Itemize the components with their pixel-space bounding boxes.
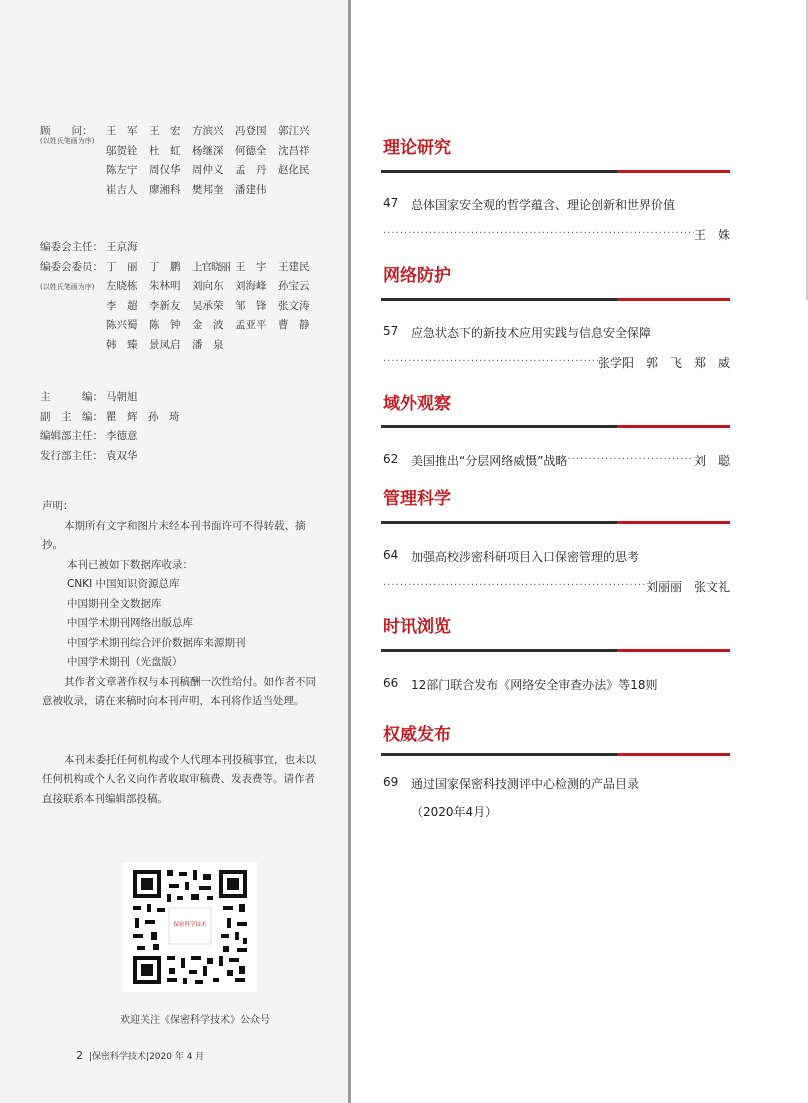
member-name: 王建民 xyxy=(278,260,310,273)
advisor-name: 孟 丹 xyxy=(235,164,267,176)
members-label: 编委会委员： xyxy=(40,260,103,273)
member-name: 景凤启 xyxy=(149,338,181,351)
member-name: 孙宝云 xyxy=(278,280,310,292)
section-rule xyxy=(381,170,730,173)
qr-caption: 欢迎关注《保密科学技术》公众号 xyxy=(120,1015,270,1026)
database-item: 中国学术期刊（光盘版） xyxy=(67,656,183,668)
toc-authors: 王 姝 xyxy=(693,228,730,242)
toc-authors: 张学阳 郭 飞 郑 威 xyxy=(597,356,730,370)
database-item: CNKI 中国知识资源总库 xyxy=(67,578,180,590)
toc-title: 通过国家保密科技测评中心检测的产品目录 xyxy=(411,777,640,791)
section-heading: 权威发布 xyxy=(383,725,451,745)
section-heading: 理论研究 xyxy=(383,138,451,158)
director-label: 编委会主任： xyxy=(40,241,103,253)
member-name: 曹 静 xyxy=(278,319,310,331)
staff-label: 发行部主任： xyxy=(40,449,103,462)
advisor-name: 王 宏 xyxy=(149,125,181,137)
toc-entry[interactable] xyxy=(383,548,730,595)
advisor-name: 周仲义 xyxy=(192,164,224,176)
toc-authors: 刘丽丽 张文礼 xyxy=(645,580,730,594)
staff-names: 袁双华 xyxy=(106,449,138,462)
staff-block xyxy=(40,388,180,466)
toc-entry[interactable] xyxy=(383,676,730,693)
advisor-name: 何德全 xyxy=(235,144,267,157)
staff-label: 副 主 编： xyxy=(40,410,103,423)
member-name: 陈 钟 xyxy=(149,319,181,331)
member-name: 刘向东 xyxy=(192,280,224,292)
advisor-name: 潘建伟 xyxy=(235,183,267,196)
staff-label: 编辑部主任： xyxy=(40,430,103,442)
member-name: 刘海峰 xyxy=(235,280,267,292)
toc-authors: 刘 聪 xyxy=(693,454,730,468)
leader-dots xyxy=(383,354,598,371)
section-heading: 时讯浏览 xyxy=(383,617,451,637)
advisors-sublabel: (以姓氏笔画为序) xyxy=(40,136,95,145)
advisor-name: 方滨兴 xyxy=(192,125,224,137)
section-rule xyxy=(381,521,730,524)
section-rule xyxy=(381,298,730,301)
toc-entry[interactable] xyxy=(383,775,730,820)
member-name: 韩 臻 xyxy=(106,338,138,351)
advisor-name: 杜 虹 xyxy=(149,144,181,157)
advisors-label: 顾 问： xyxy=(40,125,93,137)
advisor-name: 崔吉人 xyxy=(106,183,138,196)
database-item: 中国学术期刊网络出版总库 xyxy=(67,617,193,629)
database-item: 中国期刊全文数据库 xyxy=(67,597,162,610)
declaration xyxy=(42,497,317,809)
section-rule xyxy=(381,425,730,428)
advisor-name: 廖湘科 xyxy=(149,183,181,196)
toc-entry[interactable] xyxy=(383,324,730,371)
member-name: 李 超 xyxy=(106,299,138,312)
section-heading: 域外观察 xyxy=(383,394,451,414)
advisors-block xyxy=(40,122,321,200)
toc-title: 加强高校涉密科研项目入口保密管理的思考 xyxy=(411,550,640,564)
leader-dots xyxy=(383,226,694,243)
members-sublabel: (以姓氏笔画为序) xyxy=(40,283,95,291)
toc-page-number: 64 xyxy=(383,548,399,562)
toc-entry[interactable] xyxy=(383,196,730,243)
member-name: 左晓栋 xyxy=(106,280,138,292)
advisor-name: 樊邦奎 xyxy=(192,183,224,196)
member-name: 朱林明 xyxy=(149,280,181,292)
toc-page-number: 57 xyxy=(383,324,399,338)
advisor-name: 陈左宁 xyxy=(106,164,138,176)
wechat-qr-code xyxy=(123,862,257,992)
leader-dots xyxy=(383,578,646,595)
advisor-name: 沈昌祥 xyxy=(278,144,310,157)
advisor-name: 周仅华 xyxy=(149,164,181,176)
member-name: 邹 锋 xyxy=(235,299,267,312)
advisor-name: 冯登国 xyxy=(235,125,267,137)
staff-names: 马朝旭 xyxy=(106,391,138,403)
declaration-paragraph: 其作者文章著作权与本刊稿酬一次性给付。如作者不同意被收录，请在来稿时向本刊声明，本刊将作适当处理。 xyxy=(42,675,316,707)
section-rule xyxy=(381,753,730,756)
declaration-paragraph: 本刊未委托任何机构或个人代理本刊投稿事宜，也未以任何机构或个人名义向作者收取审稿费、发表费等。请作者直接联系本刊编辑部投稿。 xyxy=(42,753,316,805)
advisor-name: 赵化民 xyxy=(278,164,310,176)
section-heading: 网络防护 xyxy=(383,266,451,286)
toc-page-number: 66 xyxy=(383,676,399,690)
staff-names: 李德意 xyxy=(106,430,138,442)
section-heading: 管理科学 xyxy=(383,489,451,509)
member-name: 上官晓丽 xyxy=(192,260,230,273)
toc-page-number: 47 xyxy=(383,196,399,210)
director-name: 王京海 xyxy=(106,241,138,253)
editorial-board-block xyxy=(40,238,321,355)
toc-title: 美国推出“分层网络威慑”战略 xyxy=(411,454,568,468)
member-name: 张文涛 xyxy=(278,299,310,312)
toc-title: 应急状态下的新技术应用实践与信息安全保障 xyxy=(411,326,652,340)
toc-subtitle: （2020年4月） xyxy=(411,805,498,819)
advisor-name: 杨继深 xyxy=(192,144,224,157)
declaration-paragraph: 本刊已被如下数据库收录： xyxy=(67,558,193,571)
qr-center-label: 保密科学技术 xyxy=(173,922,207,928)
database-item: 中国学术期刊综合评价数据库来源期刊 xyxy=(67,636,246,649)
page-number: 2 xyxy=(76,1049,83,1062)
member-name: 潘 泉 xyxy=(192,338,224,351)
qr-code-icon xyxy=(123,862,257,992)
declaration-paragraph: 本期所有文字和图片未经本刊书面许可不得转载、摘抄。 xyxy=(42,519,306,551)
member-name: 李新友 xyxy=(149,299,181,312)
advisor-name: 郭江兴 xyxy=(278,125,310,137)
member-name: 金 波 xyxy=(192,319,224,331)
section-rule xyxy=(381,649,730,652)
toc-page-number: 62 xyxy=(383,452,399,466)
advisor-name: 邬贺铨 xyxy=(106,144,138,157)
member-name: 丁 丽 xyxy=(106,260,138,273)
declaration-heading: 声明： xyxy=(42,500,74,512)
footer-text: |保密科学技术|2020 年 4 月 xyxy=(89,1052,205,1062)
toc-entry[interactable] xyxy=(383,452,730,469)
toc-title: 总体国家安全观的哲学蕴含、理论创新和世界价值 xyxy=(411,198,676,212)
member-name: 孟亚平 xyxy=(235,319,267,331)
page-footer xyxy=(76,1049,204,1062)
member-name: 吴承荣 xyxy=(192,299,224,312)
leader-dots xyxy=(567,452,694,469)
member-name: 丁 鹏 xyxy=(149,260,181,273)
member-name: 王 宇 xyxy=(235,260,267,273)
staff-label: 主 编： xyxy=(40,391,103,403)
toc-title: 12部门联合发布《网络安全审查办法》等18则 xyxy=(411,678,658,692)
advisor-name: 王 军 xyxy=(106,125,138,137)
toc-page-number: 69 xyxy=(383,775,399,789)
member-name: 陈兴蜀 xyxy=(106,319,138,331)
staff-names: 瞿 辉 孙 琦 xyxy=(106,410,180,423)
